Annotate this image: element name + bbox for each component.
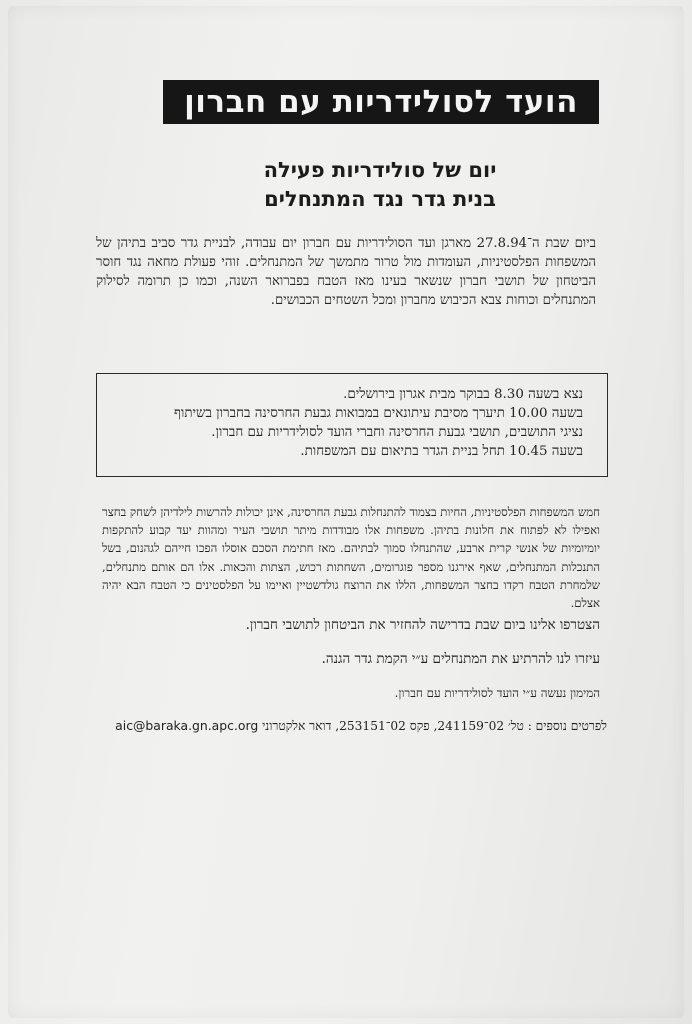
subtitle-line-2: בנית גדר נגד המתנחלים	[264, 187, 496, 211]
schedule-line: בשעה 10.00 תיערך מסיבת עיתונאים במבואות גבעת החרסינה בחברון בשיתוף	[173, 406, 583, 421]
schedule-line: בשעה 10.45 תחל בניית הגדר בתיאום עם המשפחות.	[300, 444, 583, 459]
masthead-banner: הועד לסולידריות עם חברון	[163, 80, 599, 124]
subtitle-line-1: יום של סולידריות פעילה	[263, 158, 497, 182]
schedule-box	[96, 373, 608, 477]
funding-note: המימון נעשה ע״י הועד לסולידריות עם חברון.	[394, 686, 600, 700]
intro-paragraph: ביום שבת ה־27.8.94 מארגן ועד הסולידריות עם חברון יום עבודה, לבניית גדר סביב בתיהן של המשפחות הפלסטיניות, העומדות מול טרור מתמשך של המתנחלים. זוהי פעולת מחאה נגד חוסר הביטחון של תושבי חברון שנשאר בעינו מאז הטבח בפברואר השנה, וכמו כן תרומה לסילוק המתנחלים וכוחות צבא הכיבוש מחברון ומכל השטחים הכבושים.	[96, 236, 596, 308]
background-paragraph: חמש המשפחות הפלסטיניות, החיות בצמוד להתנחלות גבעת החרסינה, אינן יכולות להרשות לילדיהן לשחק בחצר ואפילו לא לפתוח את חלונות בתיהן. משפחות אלו מבודדות מיתר תושבי העיר ומהוות יעד קבוע להתקפות יומיומיות של אנשי קרית ארבע, שהתנחלו סמוך לבתיהם. מאז חתימת הסכם אוסלו הפכו חייהם לגהנום, בשל התנכלות המתנחלים, שאף אירגנו מספר פוגרומים, השחתות רכוש, הצתות והכאות. אלו הם אותם מתנחלים, שלמחרת הטבח רקדו בחצר המשפחות, הללו את הרוצח גולדשטיין ואיימו על הפלסטינים כי הטבח הבא יהיה אצלם.	[102, 505, 600, 611]
schedule-line: נצא בשעה 8.30 בבוקר מבית אגרון בירושלים.	[343, 387, 583, 402]
call-to-action-join: הצטרפו אלינו ביום שבת בדרישה להחזיר את הביטחון לתושבי חברון.	[245, 617, 600, 633]
contact-line	[115, 718, 607, 734]
contact-email: aic@baraka.gn.apc.org	[115, 718, 259, 733]
schedule-line: נציגי התושבים, תושבי גבעת החרסינה וחברי הועד לסולידריות עם חברון.	[211, 425, 583, 440]
call-to-action-help: עיזרו לנו להרתיע את המתנחלים ע״י הקמת גדר הגנה.	[321, 651, 600, 667]
contact-details: לפרטים נוספים : טל׳ 02־241159, פקס 02־253151, דואר אלקטרוני	[262, 719, 607, 733]
